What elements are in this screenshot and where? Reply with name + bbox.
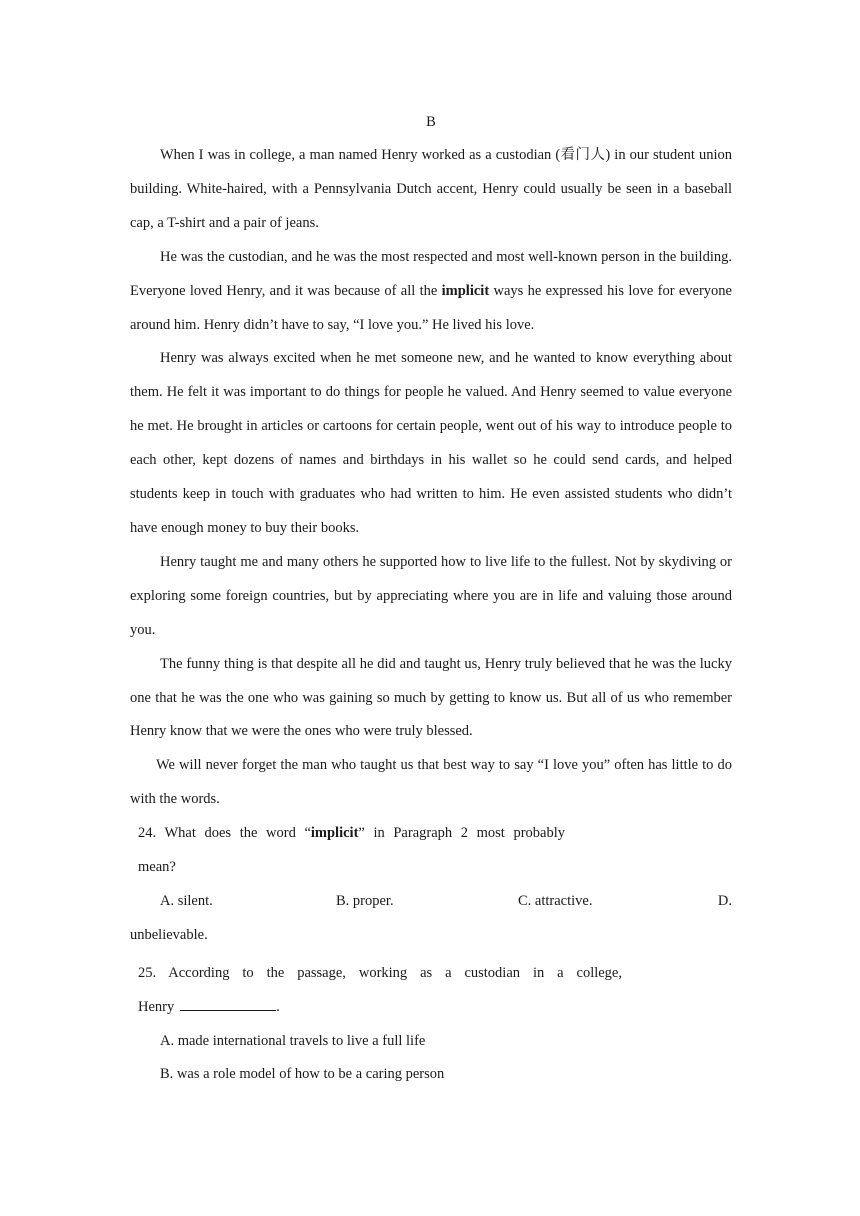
question-25-stem-line-2 [130,991,732,1025]
option-a[interactable]: A. made international travels to live a full life [160,1032,426,1049]
question-24-options [130,885,732,919]
question-24-stem-line-1 [130,817,565,851]
question-25-subject: Henry [138,998,175,1015]
question-24 [130,817,732,953]
option-d-text[interactable]: unbelievable. [130,926,208,943]
paragraph-3: Henry was always excited when he met someone new, and he wanted to know everything about them. He felt it was important to do things for people he valued. And Henry seemed to value everyone he met. He brought in articles or cartoons for certain people, went out of his way to introduce people to each other, kept dozens of names and birthdays in his wallet so he could send cards, and helped students keep in touch with graduates who had written to him. He even assisted students who didn’t have enough money to buy their books. [130,350,732,536]
section-label: B [426,114,436,130]
paragraph-5: The funny thing is that despite all he did and taught us, Henry truly believed that he was the lucky one that he was the one who was gaining so much by getting to know us. But all of us who remember Henry know that we were the ones who were truly blessed. [130,655,732,740]
paragraph-2-bold-word: implicit [441,282,490,299]
paragraph-1: When I was in college, a man named Henry worked as a custodian (看门人) in our student union building. White-haired, with a Pennsylvania Dutch accent, Henry could usually be seen in a baseball cap, a T-shirt and a pair of jeans. [130,147,732,231]
option-c[interactable]: C. attractive. [518,892,593,909]
paragraph-2-text-start: He was the custodian, and he was the most respected and most well-known person in the building. Everyone loved Henry, and it was because of all the [130,248,732,299]
question-24-stem-line-2: mean? [138,859,176,876]
question-24-bold-word: implicit [310,825,359,842]
question-24-stem-start: 24. What does the word “ [138,825,311,842]
option-b[interactable]: B. proper. [336,892,394,909]
question-24-stem-end: ” in Paragraph 2 most probably [358,825,565,842]
option-d-label[interactable]: D. [717,892,732,909]
paragraph-2-text-end: ways he expressed his love for everyone around him. Henry didn’t have to say, “I love you.” He lived his love. [130,282,732,333]
question-25-period: . [276,998,280,1015]
paragraph-6: We will never forget the man who taught us that best way to say “I love you” often has little to do with the words. [130,757,732,808]
question-25 [130,957,732,1093]
option-b[interactable]: B. was a role model of how to be a caring person [160,1066,445,1083]
paragraph-4: Henry taught me and many others he supported how to live life to the fullest. Not by skydiving or exploring some foreign countries, but by appreciating where you are in life and valuing those around you. [130,553,732,638]
option-a[interactable]: A. silent. [160,892,213,909]
paragraph-2 [130,241,732,343]
answer-blank[interactable] [180,996,276,1011]
question-25-stem-line-1: 25. According to the passage, working as a custodian in a college, [138,964,622,981]
reading-passage [130,105,732,1092]
